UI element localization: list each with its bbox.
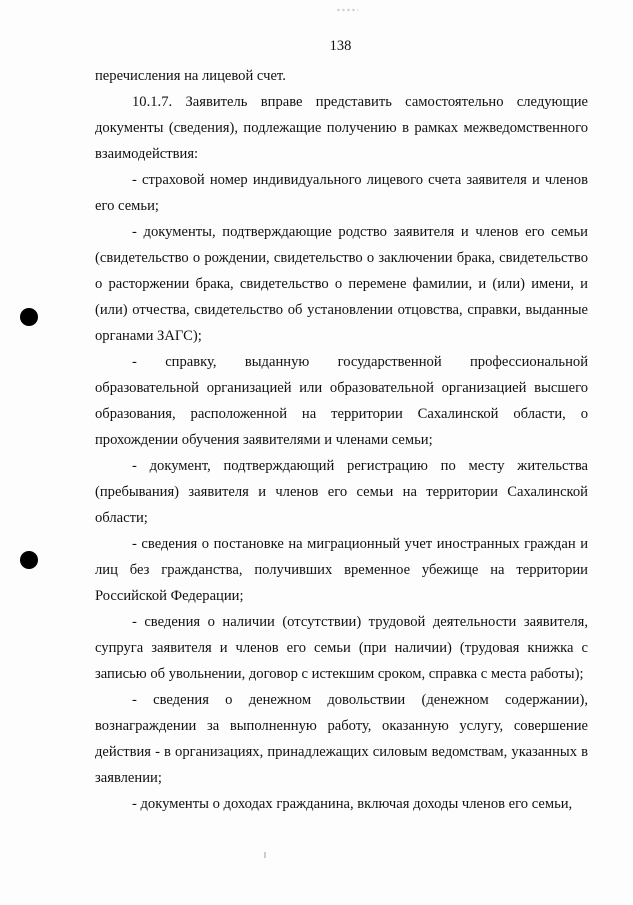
page-number: 138 (329, 38, 352, 54)
paragraph: - сведения о наличии (отсутствии) трудовой деятельности заявителя, супруга заявителя и членов его семьи (при наличии) (трудовая книжка с записью об увольнении, договор с истекшим сроком, справка с места работы); (95, 614, 588, 682)
paragraph: - сведения о денежном довольствии (денежном содержании), вознаграждении за выполненную работу, оказанную услугу, совершение действия - в организациях, принадлежащих силовым ведомствам, указанных в заявлении; (95, 692, 588, 786)
paragraph: 10.1.7. Заявитель вправе представить самостоятельно следующие документы (сведения), подлежащие получению в рамках межведомственного взаимодействия: (95, 94, 588, 162)
paragraph: - документы о доходах гражданина, включая доходы членов его семьи, (132, 796, 573, 812)
paragraph: - страховой номер индивидуального лицевого счета заявителя и членов его семьи; (95, 172, 588, 214)
paragraph: перечисления на лицевой счет. (95, 68, 286, 84)
paragraph: - сведения о постановке на миграционный учет иностранных граждан и лиц без гражданства, получивших временное убежище на территории Российской Федерации; (95, 536, 588, 604)
scan-speck (264, 852, 266, 858)
punch-hole (20, 308, 38, 326)
scan-speck (336, 8, 358, 12)
document-body (95, 63, 588, 817)
paragraph: - документ, подтверждающий регистрацию по месту жительства (пребывания) заявителя и членов его семьи на территории Сахалинской области; (95, 458, 588, 526)
paragraph: - документы, подтверждающие родство заявителя и членов его семьи (свидетельство о рождении, свидетельство о заключении брака, свидетельство о расторжении брака, свидетельство о перемене фамилии, и (или) имени, и (или) отчества, свидетельство об установлении отцовства, справки, выданные органами ЗАГС); (95, 224, 588, 344)
paragraph: - справку, выданную государственной профессиональной образовательной организацией или образовательной организацией высшего образования, расположенной на территории Сахалинской области, о прохождении обучения заявителями и членами семьи; (95, 354, 588, 448)
punch-hole (20, 551, 38, 569)
